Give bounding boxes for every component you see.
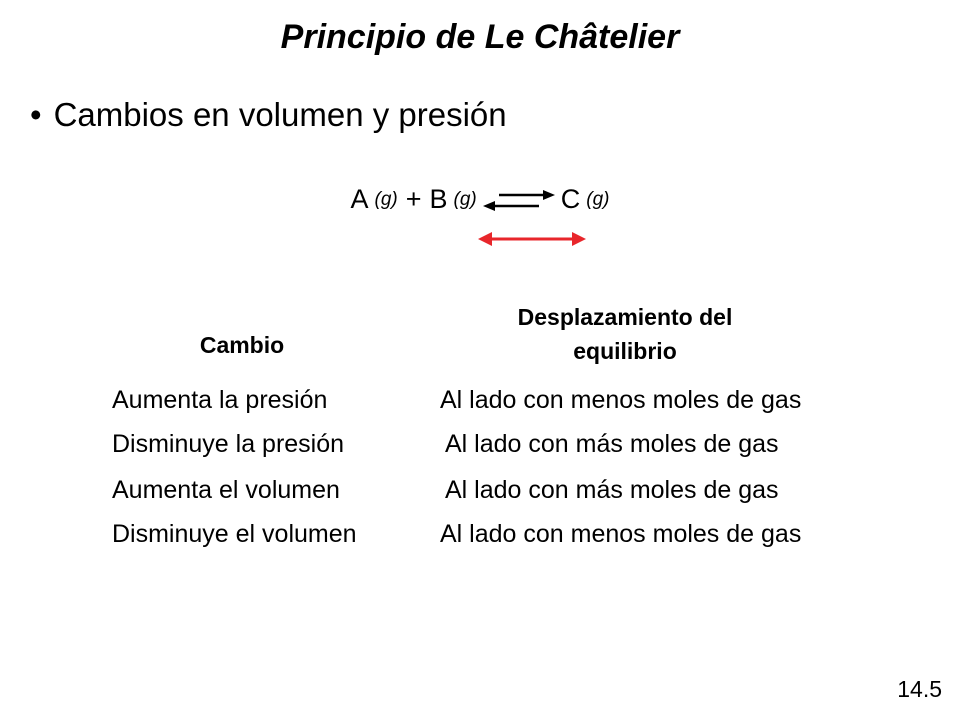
bullet-text: Cambios en volumen y presión xyxy=(53,96,507,133)
change-cell: Disminuye el volumen xyxy=(112,520,357,548)
reactant-a: A xyxy=(350,184,369,214)
bullet-point xyxy=(30,96,507,134)
shift-cell: Al lado con menos moles de gas xyxy=(440,520,802,548)
slide-title: Principio de Le Châtelier xyxy=(280,18,680,56)
product-c: C xyxy=(560,184,581,214)
header-shift-line1: Desplazamiento del xyxy=(517,304,733,330)
header-change: Cambio xyxy=(199,332,285,358)
change-cell: Aumenta la presión xyxy=(112,386,328,414)
bullet-dot-icon: • xyxy=(30,96,42,133)
table-row xyxy=(0,476,960,516)
header-shift-line2: equilibrio xyxy=(573,338,677,364)
double-headed-shift-arrow-icon xyxy=(476,228,588,250)
plus-sign: + xyxy=(405,184,422,214)
table-row xyxy=(0,430,960,470)
reactant-b: B xyxy=(429,184,448,214)
shift-cell: Al lado con más moles de gas xyxy=(445,430,779,458)
header-equilibrium-shift xyxy=(440,300,810,368)
reactant-b-state: (g) xyxy=(453,188,477,210)
product-c-state: (g) xyxy=(586,188,610,210)
shift-cell: Al lado con más moles de gas xyxy=(445,476,779,504)
shift-cell: Al lado con menos moles de gas xyxy=(440,386,802,414)
table-row xyxy=(0,520,960,560)
equilibrium-arrows-icon xyxy=(481,185,557,215)
slide-number: 14.5 xyxy=(897,676,942,702)
chemical-equation xyxy=(0,184,960,215)
change-cell: Aumenta el volumen xyxy=(112,476,340,504)
change-cell: Disminuye la presión xyxy=(112,430,345,458)
reactant-a-state: (g) xyxy=(374,188,398,210)
table-row xyxy=(0,386,960,426)
